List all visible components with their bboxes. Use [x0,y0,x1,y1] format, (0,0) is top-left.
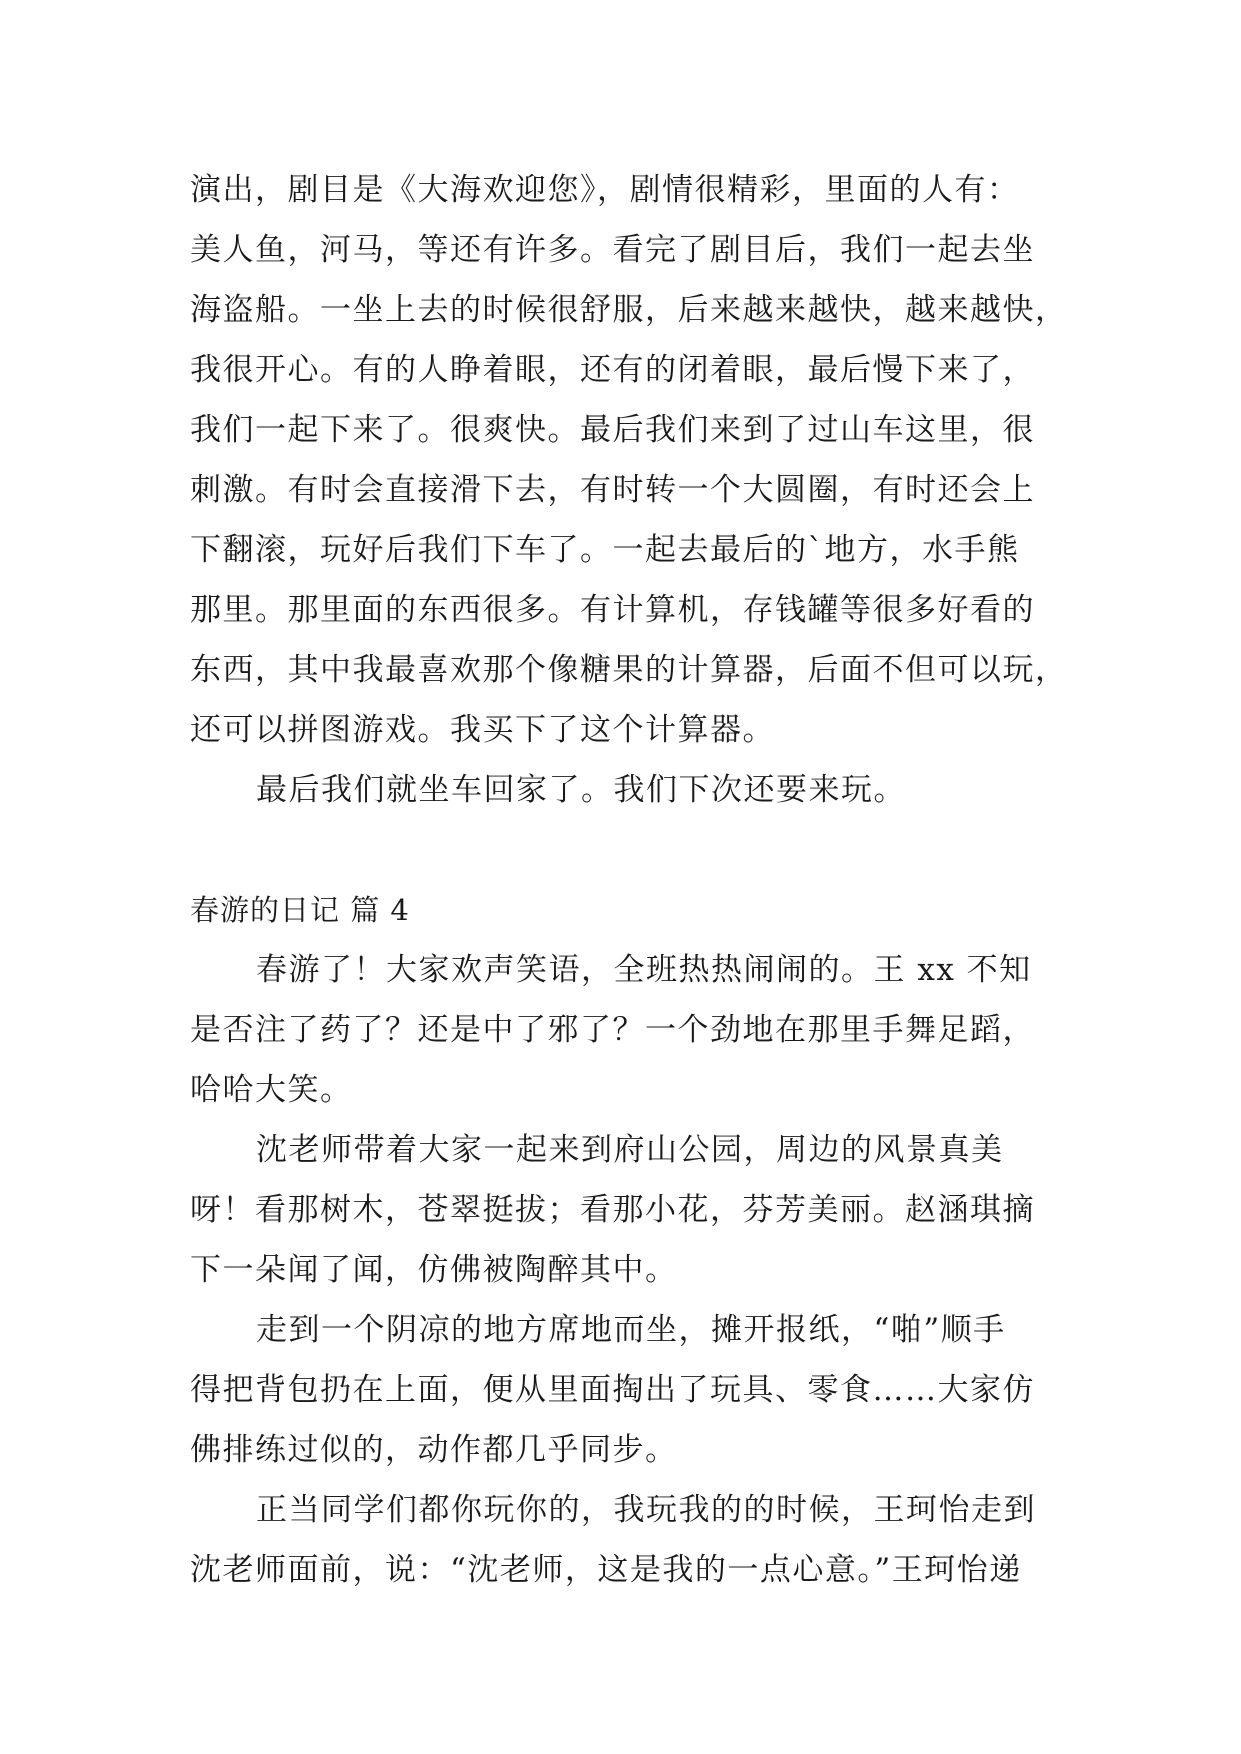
paragraph-line: 下翻滚，玩好后我们下车了。一起去最后的`地方，水手熊 [190,532,1020,568]
paragraph-line: 下一朵闻了闻，仿佛被陶醉其中。 [190,1252,678,1288]
paragraph-line: 我们一起下来了。很爽快。最后我们来到了过山车这里，很 [190,412,1035,448]
paragraph-line: 演出，剧目是《大海欢迎您》，剧情很精彩，里面的人有： [190,172,1020,208]
paragraph-line: 正当同学们都你玩你的，我玩我的的时候，王珂怡走到 [256,1492,1036,1528]
paragraph-line: 哈哈大笑。 [190,1072,353,1108]
closing-paragraph [190,760,1060,820]
paragraph-line: 美人鱼，河马，等还有许多。看完了剧目后，我们一起去坐 [190,232,1035,268]
paragraph-line: 呀！看那树木，苍翠挺拔；看那小花，芬芳美丽。赵涵琪摘 [190,1192,1035,1228]
paragraph-line: 那里。那里面的东西很多。有计算机，存钱罐等很多好看的 [190,592,1035,628]
paragraph-2 [190,1120,1060,1300]
paragraph-line: 还可以拼图游戏。我买下了这个计算器。 [190,712,775,748]
paragraph-line: 我很开心。有的人睁着眼，还有的闭着眼，最后慢下来了， [190,352,1035,388]
section-gap [190,820,1060,880]
continuation-paragraph [190,160,1068,760]
paragraph-1 [190,940,1060,1120]
document-page [190,160,1068,1600]
paragraph-3 [190,1300,1060,1480]
section-heading: 春游的日记 篇 4 [190,893,410,927]
paragraph-line: 刺激。有时会直接滑下去，有时转一个大圆圈，有时还会上 [190,472,1035,508]
paragraph-line: 沈老师面前，说：“沈老师，这是我的一点心意。”王珂怡递 [190,1552,1022,1588]
paragraph-line: 得把背包扔在上面，便从里面掏出了玩具、零食……大家仿 [190,1372,1035,1408]
paragraph-line: 走到一个阴凉的地方席地而坐，摊开报纸，“啪”顺手 [256,1312,1006,1348]
paragraph-line: 佛排练过似的，动作都几乎同步。 [190,1432,678,1468]
paragraph-line: 是否注了药了？还是中了邪了？一个劲地在那里手舞足蹈， [190,1012,1035,1048]
paragraph-line: 海盗船。一坐上去的时候很舒服，后来越来越快，越来越快， [190,292,1068,328]
paragraph-line: 春游了！大家欢声笑语，全班热热闹闹的。王 xx 不知 [256,952,1032,988]
paragraph-line: 东西，其中我最喜欢那个像糖果的计算器，后面不但可以玩， [190,652,1068,688]
paragraph-4 [190,1480,1060,1600]
paragraph-line: 沈老师带着大家一起来到府山公园，周边的风景真美 [256,1132,1004,1168]
paragraph-line: 最后我们就坐车回家了。我们下次还要来玩。 [256,772,906,808]
